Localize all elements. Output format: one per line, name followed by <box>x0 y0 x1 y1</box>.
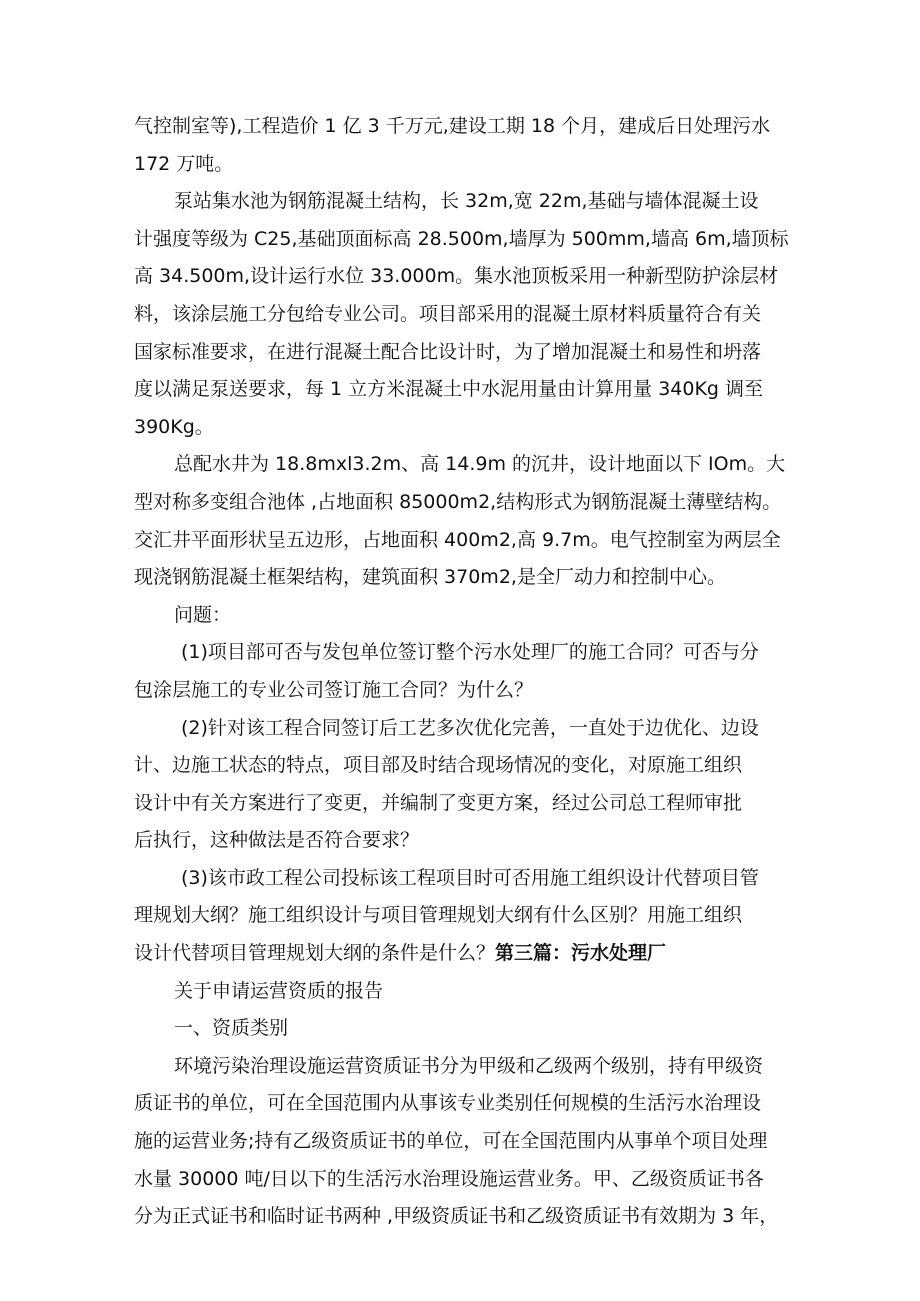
document-body <box>134 108 796 1236</box>
text-line: 理规划大纲？施工组织设计与项目管理规划大纲有什么区别？用施工组织 <box>134 904 743 927</box>
text-line: 气控制室等),工程造价 1 亿 3 千万元,建设工期 18 个月，建成后日处理污水 <box>134 115 771 137</box>
text-line: 计强度等级为 C25,基础顶面标高 28.500m,墙厚为 500mm,墙高 6m,墙顶标 <box>134 227 789 250</box>
text-line: 设计中有关方案进行了变更，并编制了变更方案，经过公司总工程师审批 <box>134 791 743 814</box>
question-3: (3)该市政工程公司投标该工程项目时可否用施工组织设计代替项目管 <box>181 866 759 889</box>
text-line-with-heading <box>134 935 796 973</box>
text-line: 交汇井平面形状呈五边形，占地面积 400m2,高 9.7m。电气控制室为两层全 <box>134 528 781 551</box>
text-line: 390Kg。 <box>134 415 214 438</box>
paragraph-start: 泵站集水池为钢筋混凝土结构，长 32m,宽 22m,基础与墙体混凝土设 <box>174 190 759 213</box>
text-line: 国家标准要求，在进行混凝土配合比设计时，为了增加混凝土和易性和坍落 <box>134 340 762 363</box>
text-line: 度以满足泵送要求，每 1 立方米混凝土中水泥用量由计算用量 340Kg 调至 <box>134 378 764 401</box>
subsection-heading: 一、资质类别 <box>174 1017 289 1040</box>
questions-heading: 问题： <box>174 603 232 626</box>
question-2: (2)针对该工程合同签订后工艺多次优化完善，一直处于边优化、边设 <box>181 716 759 739</box>
section-heading: 第三篇：污水处理厂 <box>495 942 667 965</box>
text-line: 计、边施工状态的特点，项目部及时结合现场情况的变化，对原施工组织 <box>134 754 743 777</box>
report-title: 关于申请运营资质的报告 <box>174 979 384 1002</box>
text-line: 现浇钢筋混凝土框架结构，建筑面积 370m2,是全厂动力和控制中心。 <box>134 566 726 589</box>
text-line: 172 万吨。 <box>134 152 234 175</box>
text-line: 料，该涂层施工分包给专业公司。项目部采用的混凝土原材料质量符合有关 <box>134 302 762 325</box>
text-line: 施的运营业务;持有乙级资质证书的单位，可在全国范围内从事单个项目处理 <box>134 1130 768 1153</box>
text-line: 后执行，这种做法是否符合要求？ <box>134 829 420 852</box>
question-3-tail: 设计代替项目管理规划大纲的条件是什么？ <box>134 942 496 965</box>
paragraph-start: 总配水井为 18.8mxl3.2m、高 14.9m 的沉井，设计地面以下 IOm。大 <box>174 453 786 476</box>
text-line: 分为正式证书和临时证书两种 ,甲级资质证书和乙级资质证书有效期为 3 年， <box>134 1205 779 1228</box>
text-line: 型对称多变组合池体 ,占地面积 85000m2,结构形式为钢筋混凝土薄壁结构。 <box>134 490 782 513</box>
text-line: 高 34.500m,设计运行水位 33.000m。集水池顶板采用一种新型防护涂层材 <box>134 265 779 288</box>
question-1: (1)项目部可否与发包单位签订整个污水处理厂的施工合同？可否与分 <box>181 641 759 664</box>
text-line: 包涂层施工的专业公司签订施工合同？为什么？ <box>134 678 534 701</box>
paragraph-start: 环境污染治理设施运营资质证书分为甲级和乙级两个级别，持有甲级资 <box>174 1054 764 1077</box>
text-line: 质证书的单位，可在全国范围内从事该专业类别任何规模的生活污水治理设 <box>134 1092 762 1115</box>
text-line: 水量 30000 吨/日以下的生活污水治理设施运营业务。甲、乙级资质证书各 <box>134 1167 764 1190</box>
